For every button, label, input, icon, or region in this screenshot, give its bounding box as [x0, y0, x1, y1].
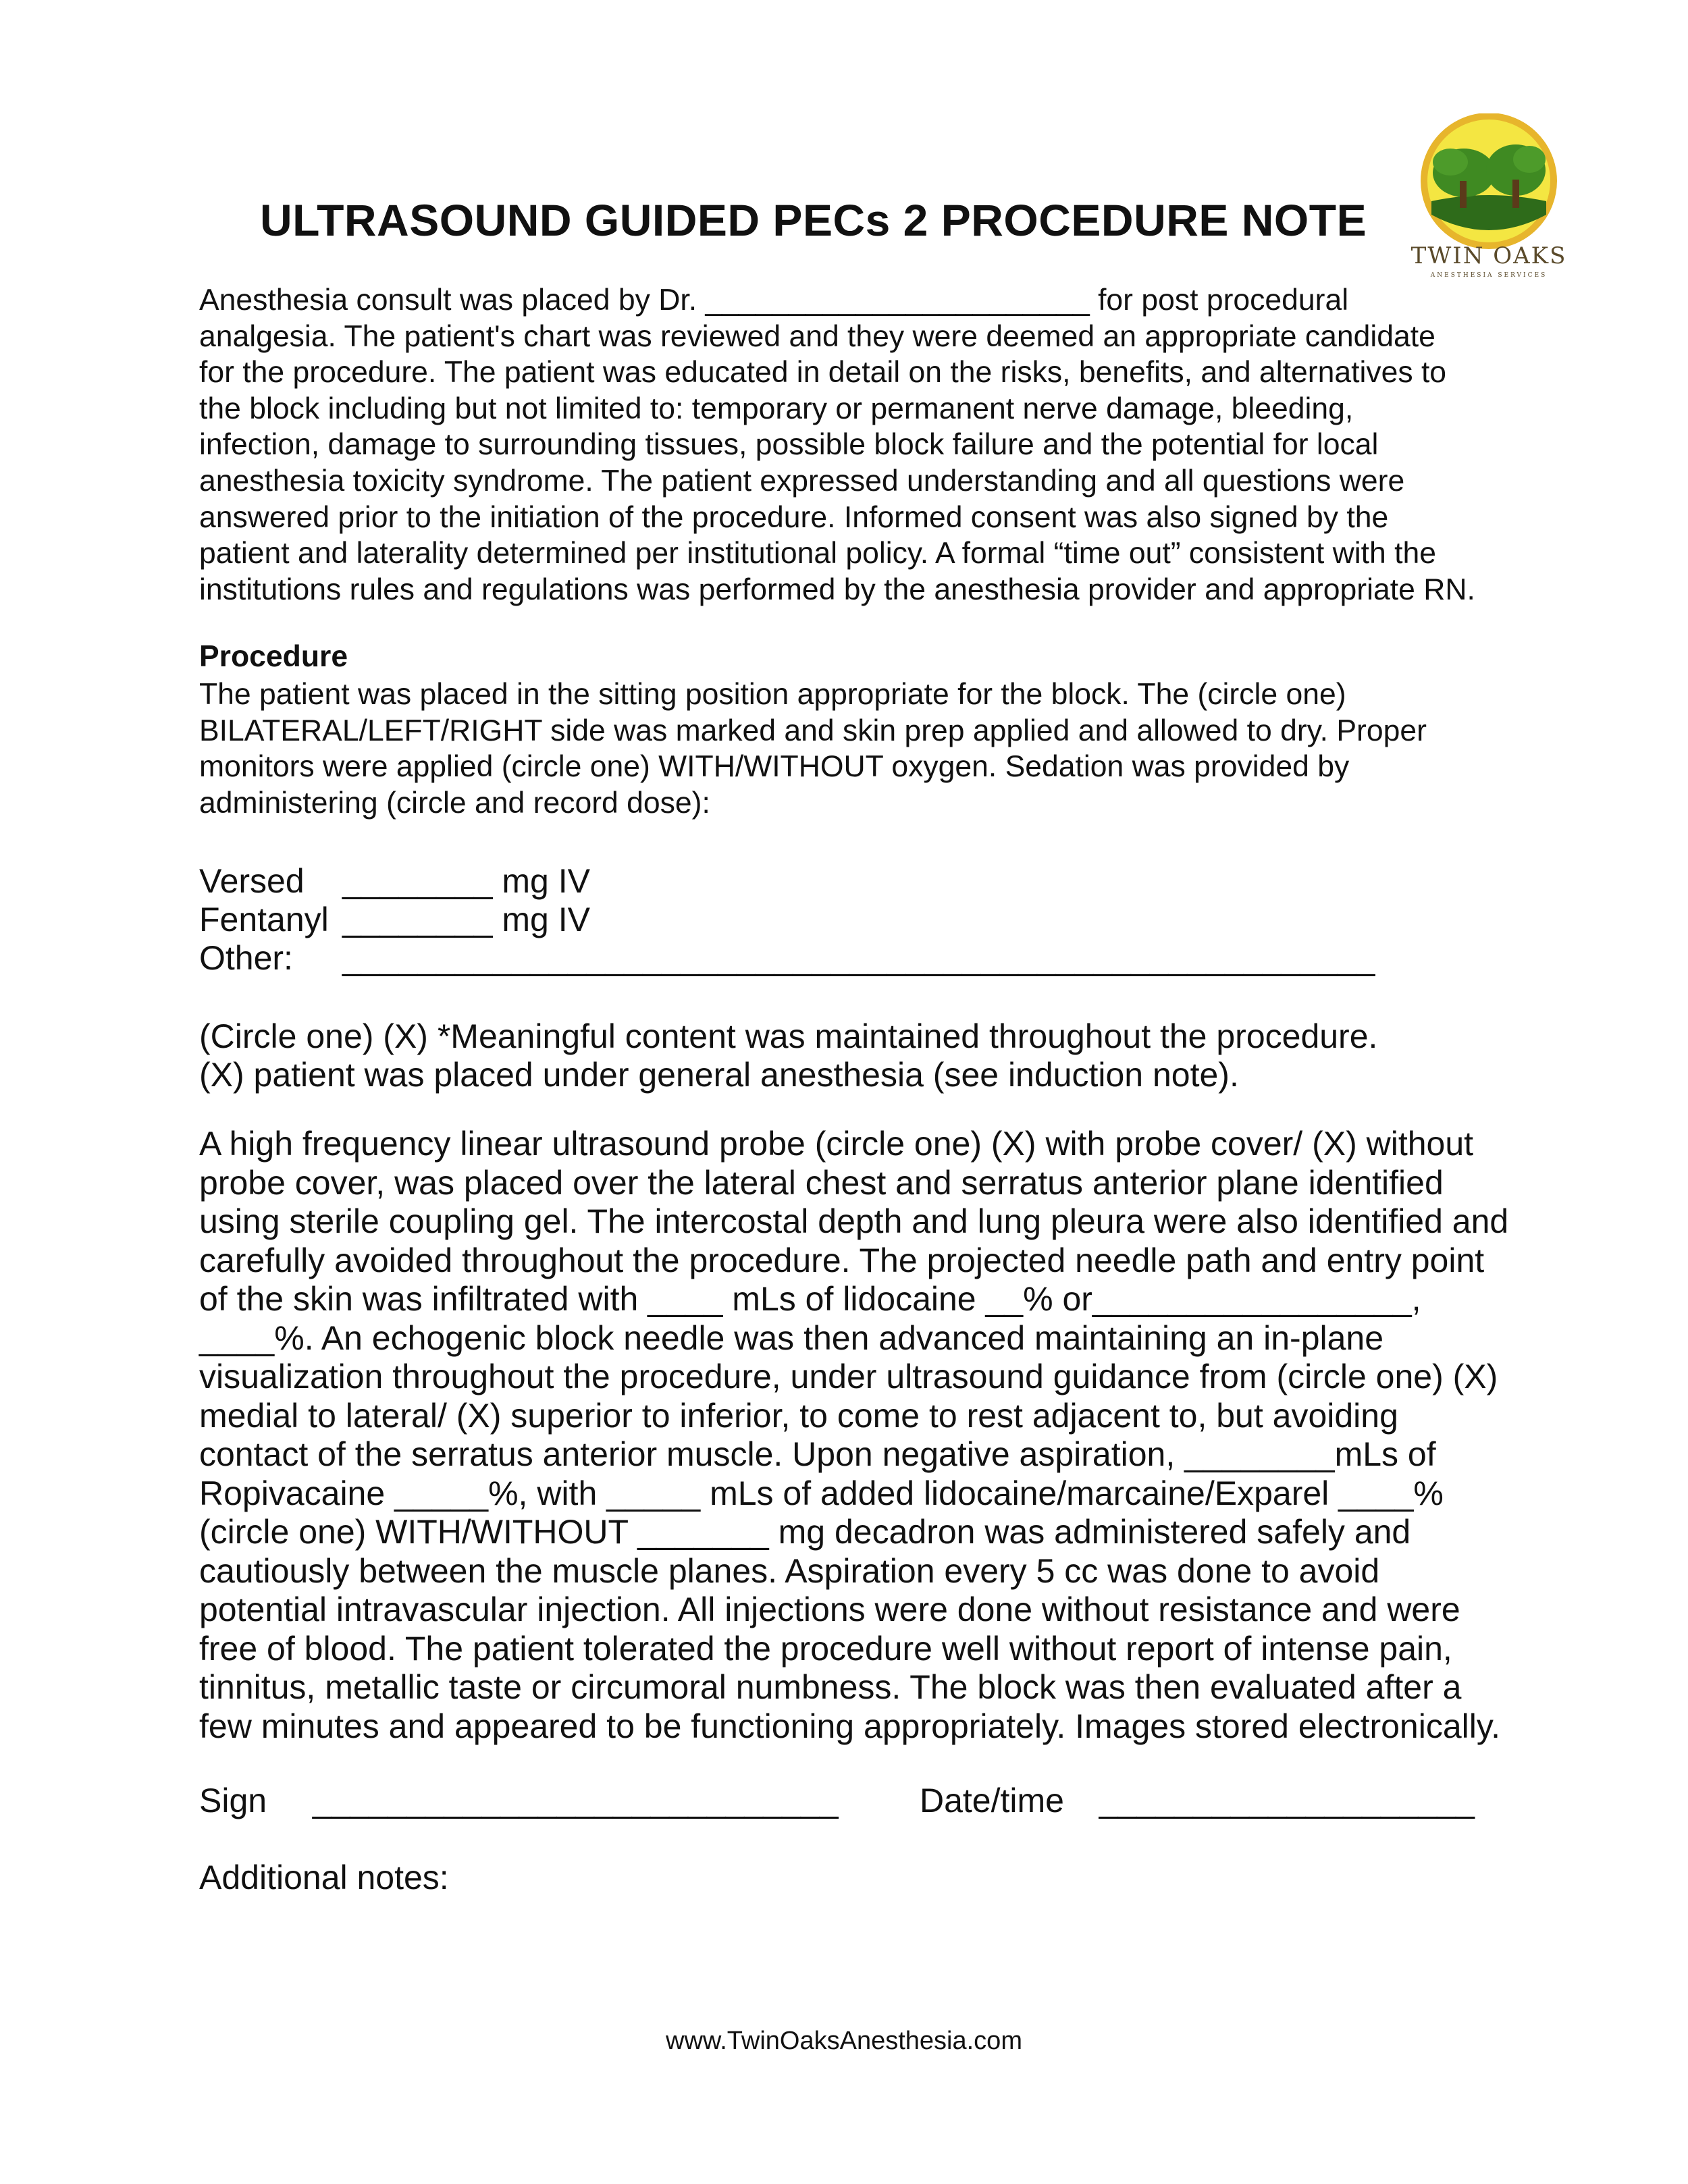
- versed-row: [199, 861, 590, 901]
- page-title: ULTRASOUND GUIDED PECs 2 PROCEDURE NOTE: [260, 195, 1367, 245]
- ultrasound-line: (circle one) WITH/WITHOUT _______ mg decadron was administered safely and: [199, 1513, 1411, 1551]
- other-label: Other:: [199, 939, 293, 977]
- ultrasound-line: few minutes and appeared to be functioning appropriately. Images stored electronically.: [199, 1707, 1501, 1745]
- sign-row: [199, 1781, 839, 1820]
- consciousness-line-1: (Circle one) (X) *Meaningful content was maintained throughout the procedure.: [199, 1017, 1378, 1055]
- ultrasound-paragraph: [199, 1125, 1550, 1746]
- ultrasound-line: cautiously between the muscle planes. Aspiration every 5 cc was done to avoid: [199, 1551, 1380, 1590]
- intro-line: institutions rules and regulations was performed by the anesthesia provider and appropriate RN.: [199, 572, 1475, 606]
- logo-text: TWIN OAKS: [1411, 242, 1566, 269]
- intro-line: Anesthesia consult was placed by Dr. _______________________ for post procedural: [199, 284, 1349, 317]
- versed-label: Versed: [199, 862, 305, 900]
- other-row: [199, 938, 1375, 978]
- procedure-heading: Procedure: [199, 640, 348, 673]
- ultrasound-line: ____%. An echogenic block needle was then advanced maintaining an in-plane: [199, 1319, 1384, 1357]
- intro-line: analgesia. The patient's chart was reviewed and they were deemed an appropriate candidate: [199, 319, 1435, 353]
- procedure-line: monitors were applied (circle one) WITH/WITHOUT oxygen. Sedation was provided by: [199, 750, 1350, 784]
- ultrasound-line: visualization throughout the procedure, under ultrasound guidance from (circle one) (X): [199, 1358, 1498, 1395]
- date-row: [920, 1781, 1475, 1820]
- ultrasound-line: contact of the serratus anterior muscle. Upon negative aspiration, ________mLs of: [199, 1435, 1436, 1473]
- twin-oaks-logo: [1411, 113, 1566, 282]
- ultrasound-line: Ropivacaine _____%, with _____ mLs of added lidocaine/marcaine/Exparel ____%: [199, 1474, 1444, 1512]
- date-time-field[interactable]: ____________________: [1099, 1782, 1475, 1819]
- versed-dose-field[interactable]: ________ mg IV: [342, 862, 590, 900]
- ultrasound-line: A high frequency linear ultrasound probe (circle one) (X) with probe cover/ (X) without: [199, 1125, 1474, 1163]
- fentanyl-dose-field[interactable]: ________ mg IV: [342, 901, 590, 938]
- intro-line: for the procedure. The patient was educated in detail on the risks, benefits, and alternatives to: [199, 356, 1447, 390]
- logo-subtext: ANESTHESIA SERVICES: [1430, 272, 1548, 279]
- procedure-line: administering (circle and record dose):: [199, 786, 710, 820]
- fentanyl-label: Fentanyl: [199, 901, 329, 938]
- intro-line: answered prior to the initiation of the procedure. Informed consent was also signed by the: [199, 500, 1389, 534]
- intro-line: the block including but not limited to: temporary or permanent nerve damage, bleeding,: [199, 392, 1354, 425]
- intro-line: anesthesia toxicity syndrome. The patient expressed understanding and all questions were: [199, 464, 1405, 498]
- intro-paragraph: [199, 282, 1550, 608]
- ultrasound-line: carefully avoided throughout the procedure. The projected needle path and entry point: [199, 1241, 1485, 1279]
- intro-line: infection, damage to surrounding tissues, possible block failure and the potential for local: [199, 428, 1379, 462]
- date-time-label: Date/time: [920, 1782, 1064, 1819]
- procedure-line: BILATERAL/LEFT/RIGHT side was marked and skin prep applied and allowed to dry. Proper: [199, 714, 1427, 747]
- ultrasound-line: medial to lateral/ (X) superior to inferior, to come to rest adjacent to, but avoiding: [199, 1396, 1398, 1435]
- other-dose-field[interactable]: _______________________________________________________: [342, 939, 1375, 977]
- sign-label: Sign: [199, 1782, 267, 1819]
- ultrasound-line: tinnitus, metallic taste or circumoral numbness. The block was then evaluated after a: [199, 1668, 1462, 1706]
- sign-field[interactable]: ____________________________: [312, 1782, 839, 1819]
- additional-notes-label: Additional notes:: [199, 1859, 449, 1896]
- footer-website: www.TwinOaksAnesthesia.com: [666, 2027, 1022, 2055]
- consciousness-line-2: (X) patient was placed under general anesthesia (see induction note).: [199, 1056, 1239, 1094]
- intro-line: patient and laterality determined per institutional policy. A formal “time out” consistent with the: [199, 537, 1437, 570]
- procedure-line: The patient was placed in the sitting position appropriate for the block. The (circle one): [199, 678, 1346, 711]
- ultrasound-line: free of blood. The patient tolerated the procedure well without report of intense pain,: [199, 1629, 1452, 1668]
- ultrasound-line: potential intravascular injection. All injections were done without resistance and were: [199, 1591, 1460, 1628]
- ultrasound-line: using sterile coupling gel. The intercostal depth and lung pleura were also identified and: [199, 1202, 1509, 1240]
- ultrasound-line: probe cover, was placed over the lateral chest and serratus anterior plane identified: [199, 1163, 1444, 1202]
- fentanyl-row: [199, 900, 590, 939]
- procedure-paragraph: [199, 676, 1550, 821]
- ultrasound-line: of the skin was infiltrated with ____ mLs of lidocaine __% or_________________,: [199, 1280, 1421, 1318]
